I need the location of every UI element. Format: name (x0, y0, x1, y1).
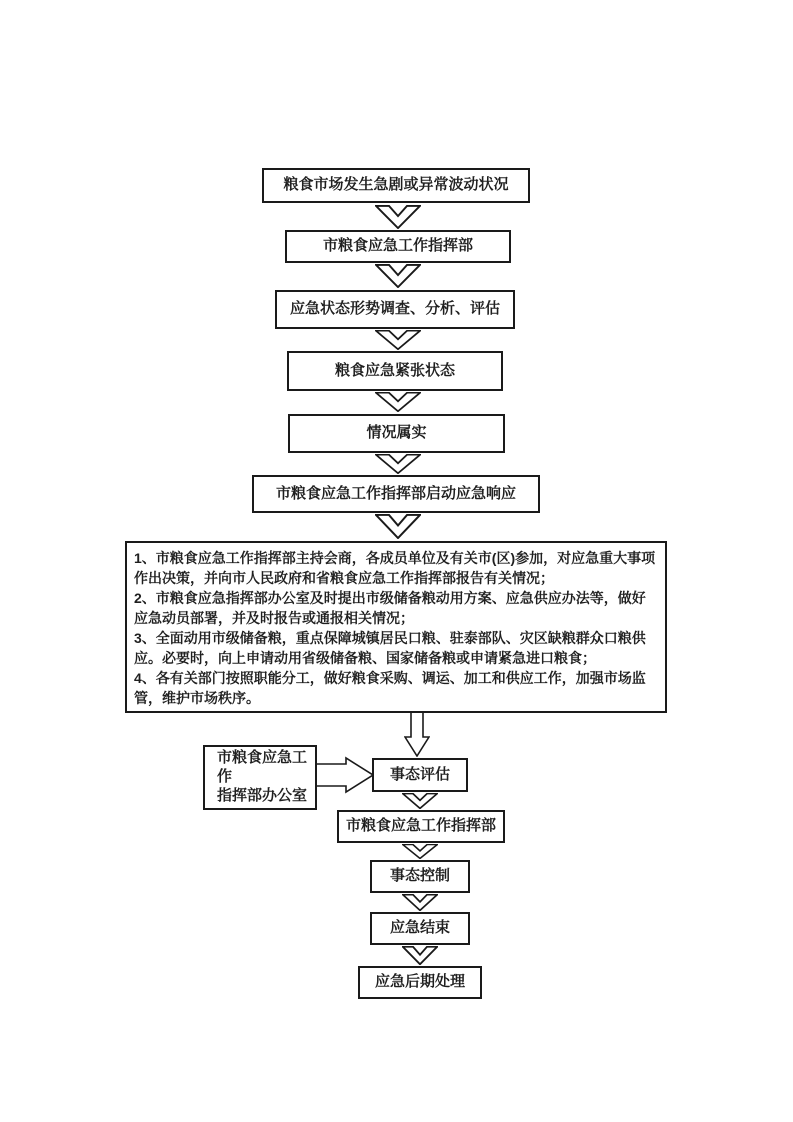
down-chevron-arrow-icon (375, 392, 421, 412)
flow-box-situation-confirmed: 情况属实 (288, 414, 505, 453)
flow-box-command-hq: 市粮食应急工作指挥部 (285, 230, 511, 263)
flow-box-situation-control: 事态控制 (370, 860, 470, 893)
measure-item-2: 2、市粮食应急指挥部办公室及时提出市级储备粮动用方案、应急供应办法等，做好应急动员部署，并及时报告或通报相关情况； (134, 590, 646, 626)
measure-item-3: 3、全面动用市级储备粮，重点保障城镇居民口粮、驻泰部队、灾区缺粮群众口粮供应。必要时，向上申请动用省级储备粮、国家储备粮或申请紧急进口粮食； (134, 630, 646, 666)
down-chevron-arrow-icon (375, 330, 421, 350)
flow-box-command-hq-2: 市粮食应急工作指挥部 (337, 810, 505, 843)
right-block-arrow-icon (317, 755, 374, 795)
flow-box-emergency-end: 应急结束 (370, 912, 470, 945)
down-chevron-arrow-icon (402, 894, 438, 911)
down-chevron-arrow-icon (375, 205, 421, 229)
measure-item-1: 1、市粮食应急工作指挥部主持会商，各成员单位及有关市(区)参加，对应急重大事项作出决策，并向市人民政府和省粮食应急工作指挥部报告有关情况； (134, 550, 656, 586)
down-block-arrow-icon (404, 713, 430, 757)
down-chevron-arrow-icon (402, 793, 438, 809)
hq-office-line2: 指挥部办公室 (217, 786, 308, 804)
flow-box-tension-state: 粮食应急紧张状态 (287, 351, 503, 391)
flow-box-market-fluctuation: 粮食市场发生急剧或异常波动状况 (262, 168, 530, 203)
hq-office-line1: 市粮食应急工作 (217, 749, 308, 786)
flow-box-response-measures (125, 541, 667, 713)
down-chevron-arrow-icon (402, 946, 438, 965)
down-chevron-arrow-icon (375, 454, 421, 474)
flow-box-investigation-analysis: 应急状态形势调查、分析、评估 (275, 290, 515, 329)
down-chevron-arrow-icon (375, 264, 421, 288)
hq-office-label (205, 749, 315, 805)
measure-item-4: 4、各有关部门按照职能分工，做好粮食采购、调运、加工和供应工作，加强市场监管，维护市场秩序。 (134, 670, 646, 706)
down-chevron-arrow-icon (402, 844, 438, 859)
down-chevron-arrow-icon (375, 514, 421, 539)
flow-box-start-response: 市粮食应急工作指挥部启动应急响应 (252, 475, 540, 513)
flow-box-hq-office (203, 745, 317, 810)
flow-box-post-processing: 应急后期处理 (358, 966, 482, 999)
flow-box-situation-assessment: 事态评估 (372, 758, 468, 792)
